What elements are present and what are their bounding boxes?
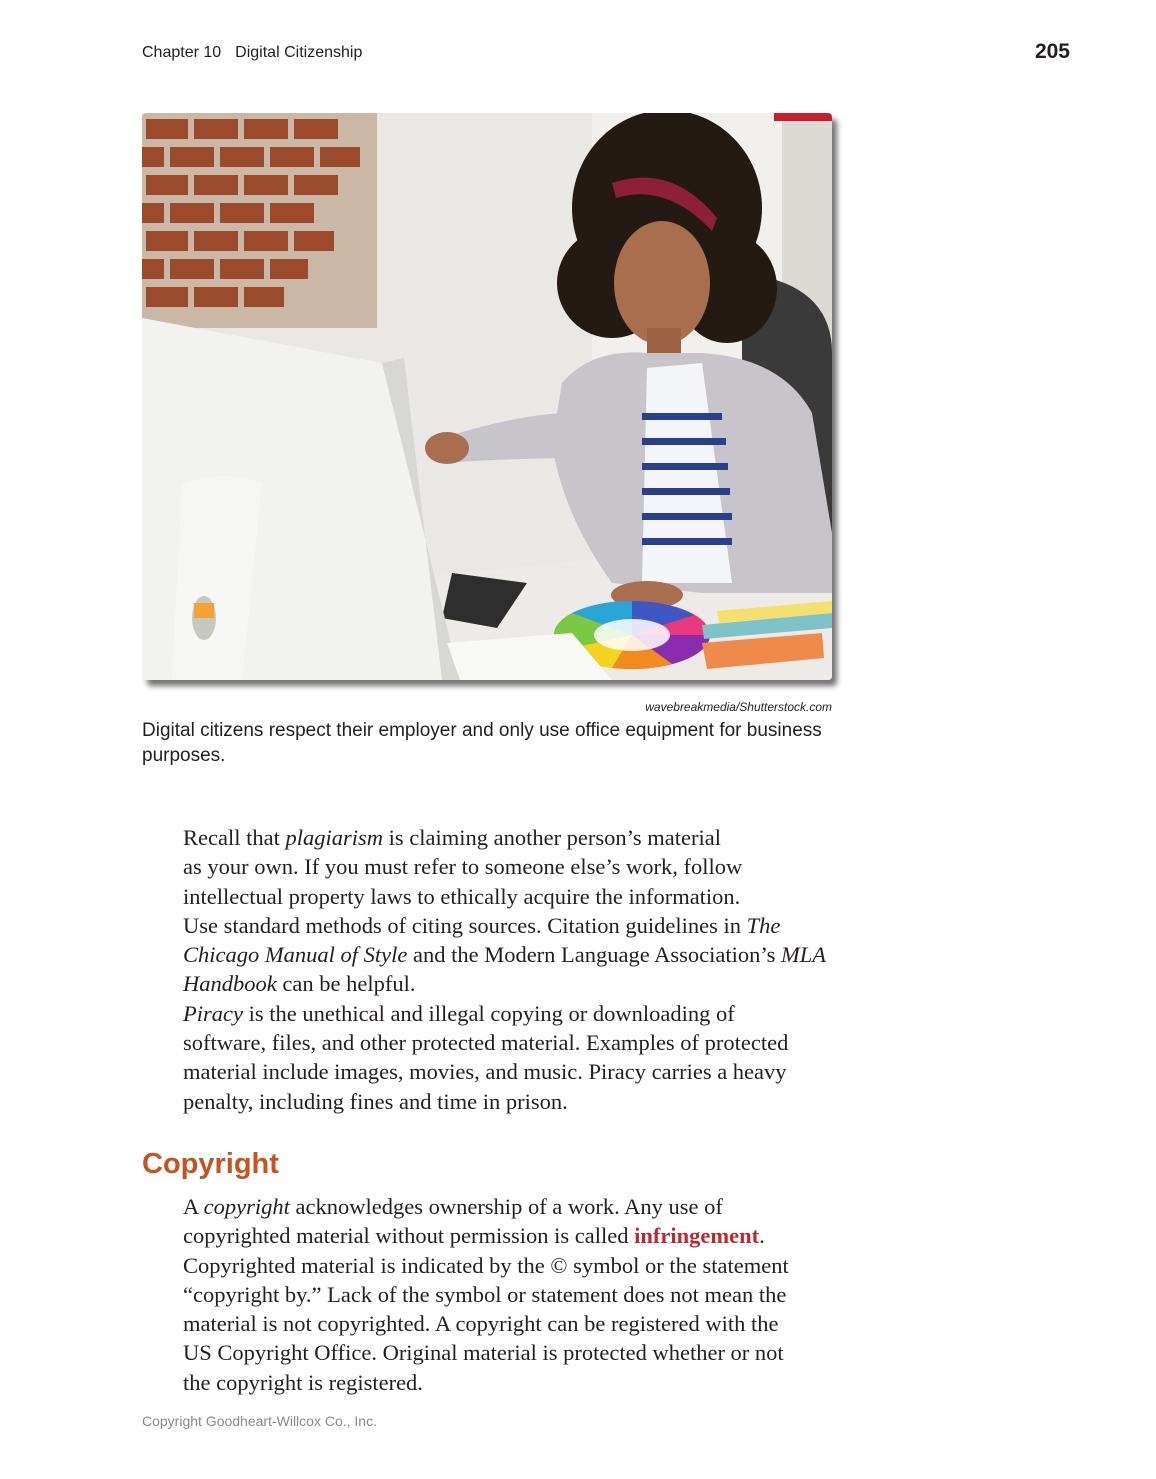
text-line: intellectual property laws to ethically acquire the information. [183, 883, 741, 909]
footer-copyright: Copyright Goodheart-Willcox Co., Inc. [142, 1413, 377, 1429]
text-line: the copyright is registered. [183, 1369, 423, 1395]
copyright-section-body [142, 1192, 842, 1397]
photo-credit: wavebreakmedia/Shutterstock.com [645, 700, 832, 714]
text-line: Chicago Manual of Style and the Modern Language Association’s MLA [183, 942, 827, 968]
section-heading-copyright: Copyright [142, 1148, 279, 1180]
text-line: A copyright acknowledges ownership of a work. Any use of [183, 1194, 723, 1219]
text-line: material is not copyrighted. A copyright can be registered with the [183, 1311, 779, 1337]
text-line: as your own. If you must refer to someone else’s work, follow [183, 854, 743, 880]
text-line: software, files, and other protected material. Examples of protected [183, 1030, 789, 1056]
text-line: Copyrighted material is indicated by the © symbol or the statement [183, 1252, 789, 1278]
chapter-number: Chapter 10 [142, 44, 222, 61]
paragraph-copyright [142, 1192, 842, 1397]
text-line: Piracy is the unethical and illegal copying or downloading of [183, 1000, 735, 1026]
text-line: copyrighted material without permission is called infringement. [183, 1223, 765, 1249]
text-line: Handbook can be helpful. [183, 971, 416, 997]
text-line: “copyright by.” Lack of the symbol or statement does not mean the [183, 1281, 787, 1307]
paragraph-piracy [142, 999, 842, 1116]
body-paragraphs [142, 823, 842, 1116]
key-term-infringement: infringement [634, 1223, 760, 1249]
term-plagiarism: plagiarism [285, 825, 383, 850]
text-line: material include images, movies, and music. Piracy carries a heavy [183, 1059, 787, 1085]
figure-caption: Digital citizens respect their employer and only use office equipment for business purposes. [142, 720, 822, 766]
text-line: Recall that plagiarism is claiming another person’s material [183, 825, 722, 850]
text-line: penalty, including fines and time in prison. [183, 1088, 568, 1114]
term-piracy: Piracy [183, 1000, 243, 1026]
office-photo [142, 113, 832, 680]
running-header [142, 44, 362, 62]
paragraph-plagiarism [142, 823, 842, 999]
text-line: Use standard methods of citing sources. Citation guidelines in The [183, 912, 781, 938]
page-number: 205 [1034, 40, 1070, 63]
chapter-title: Digital Citizenship [235, 44, 363, 61]
term-copyright: copyright [203, 1194, 290, 1219]
text-line: US Copyright Office. Original material is protected whether or not [183, 1340, 784, 1366]
